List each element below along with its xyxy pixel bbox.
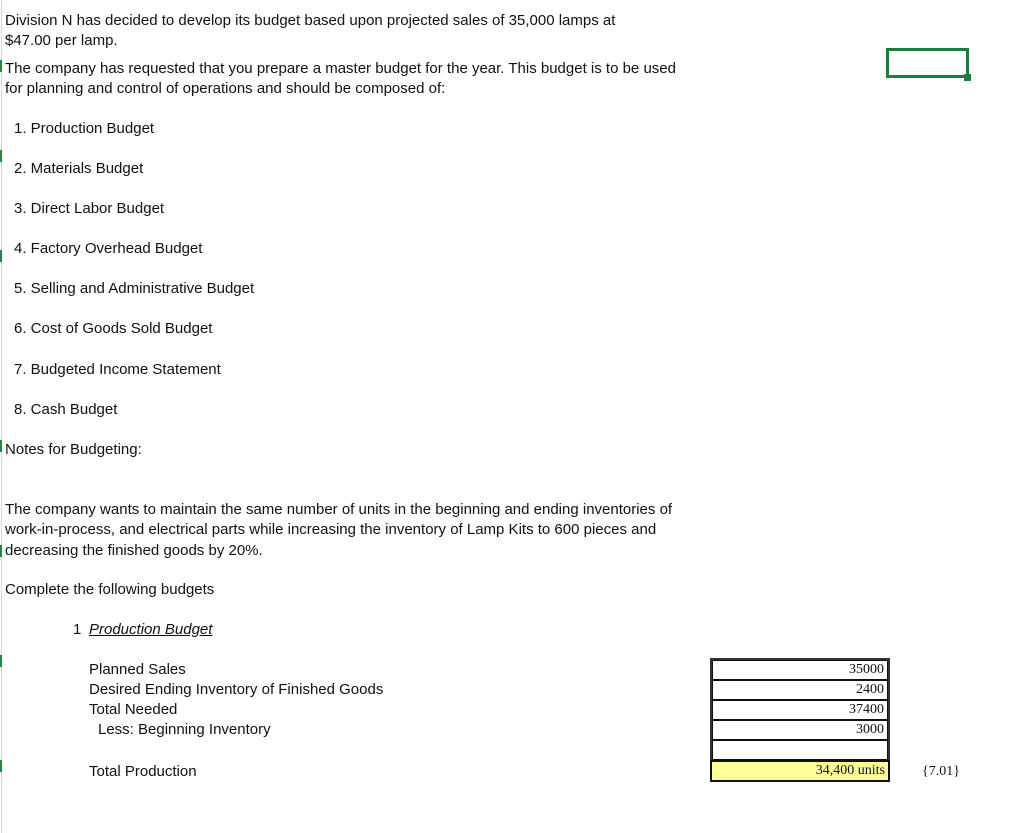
beginning-inventory-label: Less: Beginning Inventory	[98, 721, 271, 738]
fill-handle[interactable]	[964, 74, 971, 81]
production-budget-title: Production Budget	[89, 621, 213, 638]
total-needed-label: Total Needed	[89, 701, 178, 718]
inventory-note-line-1: The company wants to maintain the same number of units in the beginning and ending inventories of	[5, 501, 673, 518]
budget-list-item: 2. Materials Budget	[14, 160, 144, 177]
budget-list-item: 8. Cash Budget	[14, 401, 118, 418]
beginning-inventory-cell[interactable]: 3000	[712, 720, 888, 740]
total-production-cell[interactable]: 34,400 units	[710, 760, 890, 782]
ending-inventory-label: Desired Ending Inventory of Finished Goods	[89, 681, 384, 698]
budget-list-item: 3. Direct Labor Budget	[14, 200, 165, 217]
active-cell-selection[interactable]	[886, 48, 969, 78]
request-line-1: The company has requested that you prepare a master budget for the year. This budget is to be used	[5, 60, 676, 77]
inventory-note-line-2: work-in-process, and electrical parts while increasing the inventory of Lamp Kits to 600 pieces and	[5, 521, 657, 538]
notes-heading: Notes for Budgeting:	[5, 441, 142, 458]
row-marker	[0, 440, 2, 452]
budget-list-item: 6. Cost of Goods Sold Budget	[14, 320, 213, 337]
total-needed-cell[interactable]: 37400	[712, 700, 888, 720]
complete-prompt: Complete the following budgets	[5, 581, 215, 598]
request-line-2: for planning and control of operations and should be composed of:	[5, 80, 446, 97]
row-marker	[0, 60, 2, 72]
row-marker	[0, 150, 2, 162]
ending-inventory-cell[interactable]: 2400	[712, 680, 888, 700]
blank-cell[interactable]	[712, 740, 888, 760]
reference-code: {7.01}	[922, 764, 960, 779]
intro-line-2: $47.00 per lamp.	[5, 32, 118, 49]
intro-line-1: Division N has decided to develop its budget based upon projected sales of 35,000 lamps at	[5, 12, 616, 29]
row-marker	[0, 250, 2, 262]
budget-list-item: 7. Budgeted Income Statement	[14, 361, 221, 378]
production-budget-number: 1	[73, 621, 82, 638]
row-marker	[0, 760, 2, 772]
sheet-left-gridline	[1, 0, 2, 833]
budget-list-item: 5. Selling and Administrative Budget	[14, 280, 255, 297]
row-marker	[0, 545, 2, 557]
row-marker	[0, 655, 2, 667]
budget-list-item: 4. Factory Overhead Budget	[14, 240, 203, 257]
budget-list-item: 1. Production Budget	[14, 120, 155, 137]
planned-sales-cell[interactable]: 35000	[712, 660, 888, 680]
inventory-note-line-3: decreasing the finished goods by 20%.	[5, 542, 263, 559]
planned-sales-label: Planned Sales	[89, 661, 186, 678]
total-production-label: Total Production	[89, 763, 197, 780]
